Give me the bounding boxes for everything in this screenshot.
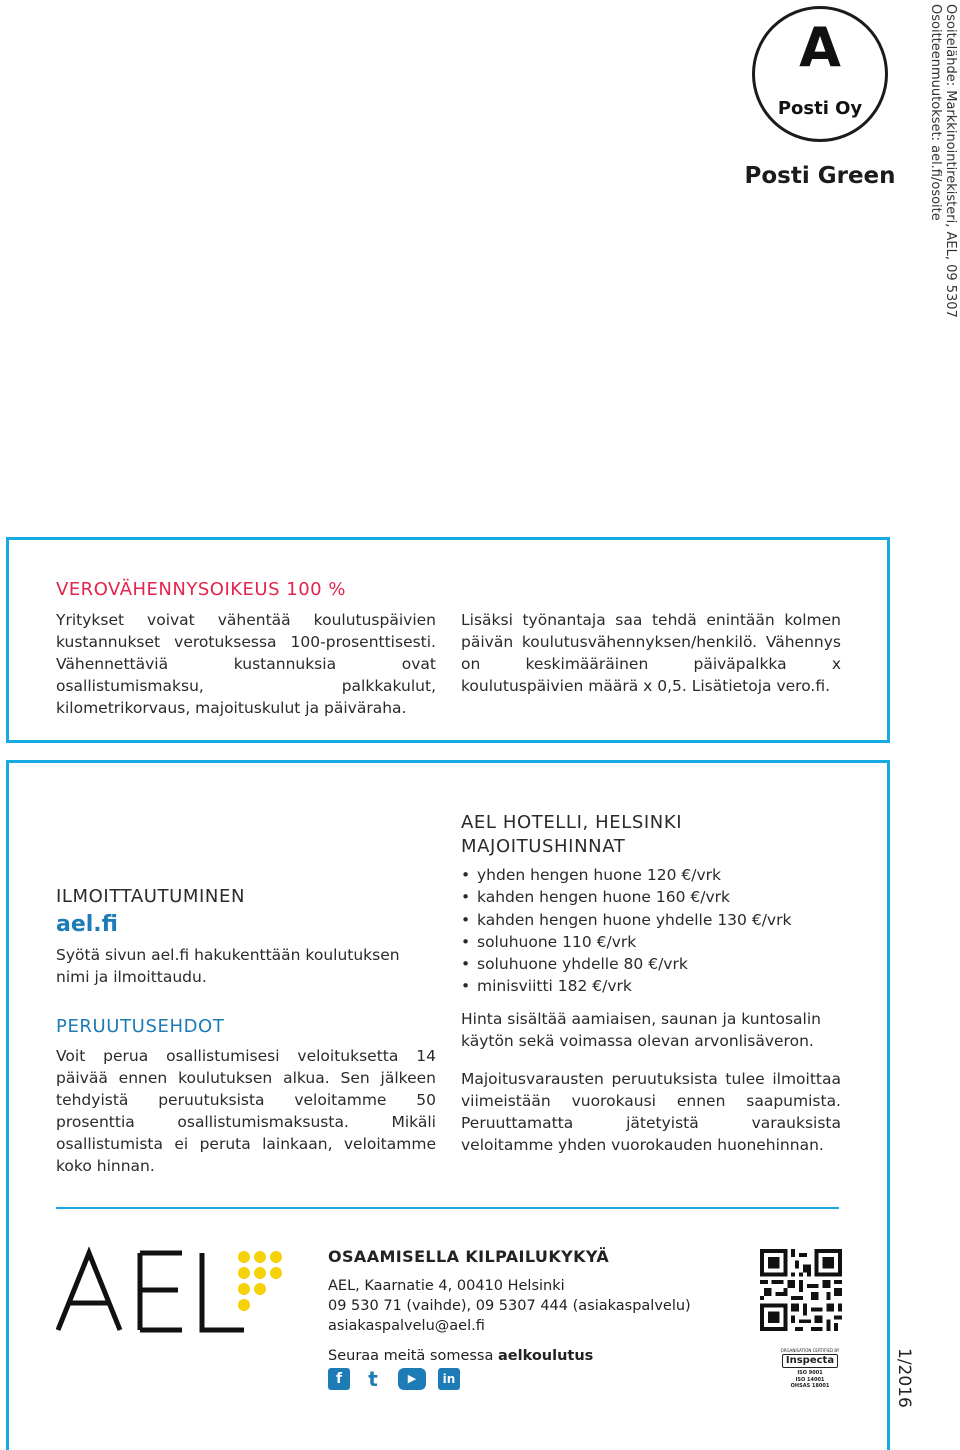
follow-prefix: Seuraa meitä somessa xyxy=(328,1348,494,1364)
cancellation-text: Voit perua osallistumisesi veloituksetta 14 päivää ennen koulutuksen alkua. Sen jälkeen tehdyistä peruutuksista veloitamme 50 prosenttia osallistumismaksusta. Mikäli osallistumista ei peruta lainkaan, veloitamme koko hinnan. xyxy=(56,1047,436,1175)
address-change-note: Osoitteenmuutokset: ael.fi/osoite xyxy=(928,4,943,221)
hotel-prices-heading: MAJOITUSHINNAT xyxy=(461,836,626,857)
twitter-icon[interactable]: t xyxy=(368,1367,378,1391)
issue-number: 1/2016 xyxy=(894,1348,914,1408)
registration-link[interactable]: ael.fi xyxy=(56,912,118,937)
address-source-note: Osoitelähde: Markkinointirekisteri, AEL, 09 5307 xyxy=(943,4,958,318)
email-link[interactable]: asiakaspalvelu@ael.fi xyxy=(328,1318,485,1334)
list-item: • soluhuone yhdelle 80 €/vrk xyxy=(461,953,841,975)
follow-line xyxy=(328,1346,593,1367)
tax-heading: VEROVÄHENNYSOIKEUS 100 % xyxy=(56,579,346,600)
cancellation-heading: PERUUTUSEHDOT xyxy=(56,1016,225,1037)
postage-company: Posti Oy xyxy=(777,98,863,119)
certification-badge xyxy=(778,1348,842,1398)
hotel-includes-text: Hinta sisältää aamiaisen, saunan ja kuntosalin käytön sekä voimassa olevan arvonlisäveron. xyxy=(461,1010,821,1050)
list-item: • soluhuone 110 €/vrk xyxy=(461,931,841,953)
list-item: • kahden hengen huone 160 €/vrk xyxy=(461,886,841,908)
qr-code xyxy=(760,1249,842,1331)
hotel-heading: AEL HOTELLI, HELSINKI xyxy=(461,812,683,833)
ael-logo xyxy=(56,1245,290,1335)
cert-standard: ISO 9001 xyxy=(797,1370,823,1376)
posti-green-label: Posti Green xyxy=(744,163,896,189)
cert-brand: Inspecta xyxy=(782,1354,838,1368)
tax-right-text: Lisäksi työnantaja saa tehdä enintään kolmen päivän koulutusvähennyksen/henkilö. Vähennys on keskimääräinen päiväpalkka x koulutuspäivien määrä x 0,5. Lisätietoja vero.fi. xyxy=(461,611,841,695)
list-item: • kahden hengen huone yhdelle 130 €/vrk xyxy=(461,909,841,931)
hotel-cancel-text: Majoitusvarausten peruutuksista tulee ilmoittaa viimeistään vuorokausi ennen saapumista. Peruuttamatta jätetyistä varauksista veloitamme yhden vuorokauden huonehinnan. xyxy=(461,1070,841,1154)
cert-standard: ISO 14001 xyxy=(795,1376,825,1383)
hotel-price-list xyxy=(461,864,841,998)
youtube-icon[interactable]: ▶ xyxy=(398,1368,426,1390)
address: AEL, Kaarnatie 4, 00410 Helsinki xyxy=(328,1278,565,1294)
social-handle[interactable]: aelkoulutus xyxy=(498,1348,594,1364)
list-item: • yhden hengen huone 120 €/vrk xyxy=(461,864,841,886)
postage-class-letter: A xyxy=(799,16,841,79)
slogan: OSAAMISELLA KILPAILUKYKYÄ xyxy=(328,1247,610,1266)
registration-heading: ILMOITTAUTUMINEN xyxy=(56,886,246,907)
linkedin-icon[interactable]: in xyxy=(438,1368,460,1390)
footer-divider xyxy=(56,1207,839,1209)
registration-text: Syötä sivun ael.fi hakukenttään koulutuksen nimi ja ilmoittaudu. xyxy=(56,946,400,986)
phone-numbers: 09 530 71 (vaihde), 09 5307 444 (asiakaspalvelu) xyxy=(328,1298,691,1314)
cert-standard: OHSAS 18001 xyxy=(790,1383,830,1389)
facebook-icon[interactable]: f xyxy=(328,1368,350,1390)
cert-label: ORGANISATION CERTIFIED BY xyxy=(780,1348,840,1353)
tax-left-text: Yritykset voivat vähentää koulutuspäivien kustannukset verotuksessa 100-prosenttisesti. Vähennettäviä kustannuksia ovat osallistumismaksu, palkkakulut, kilometrikorvaus, majoituskulut ja päiväraha. xyxy=(56,611,436,717)
list-item: • minisviitti 182 €/vrk xyxy=(461,975,841,997)
